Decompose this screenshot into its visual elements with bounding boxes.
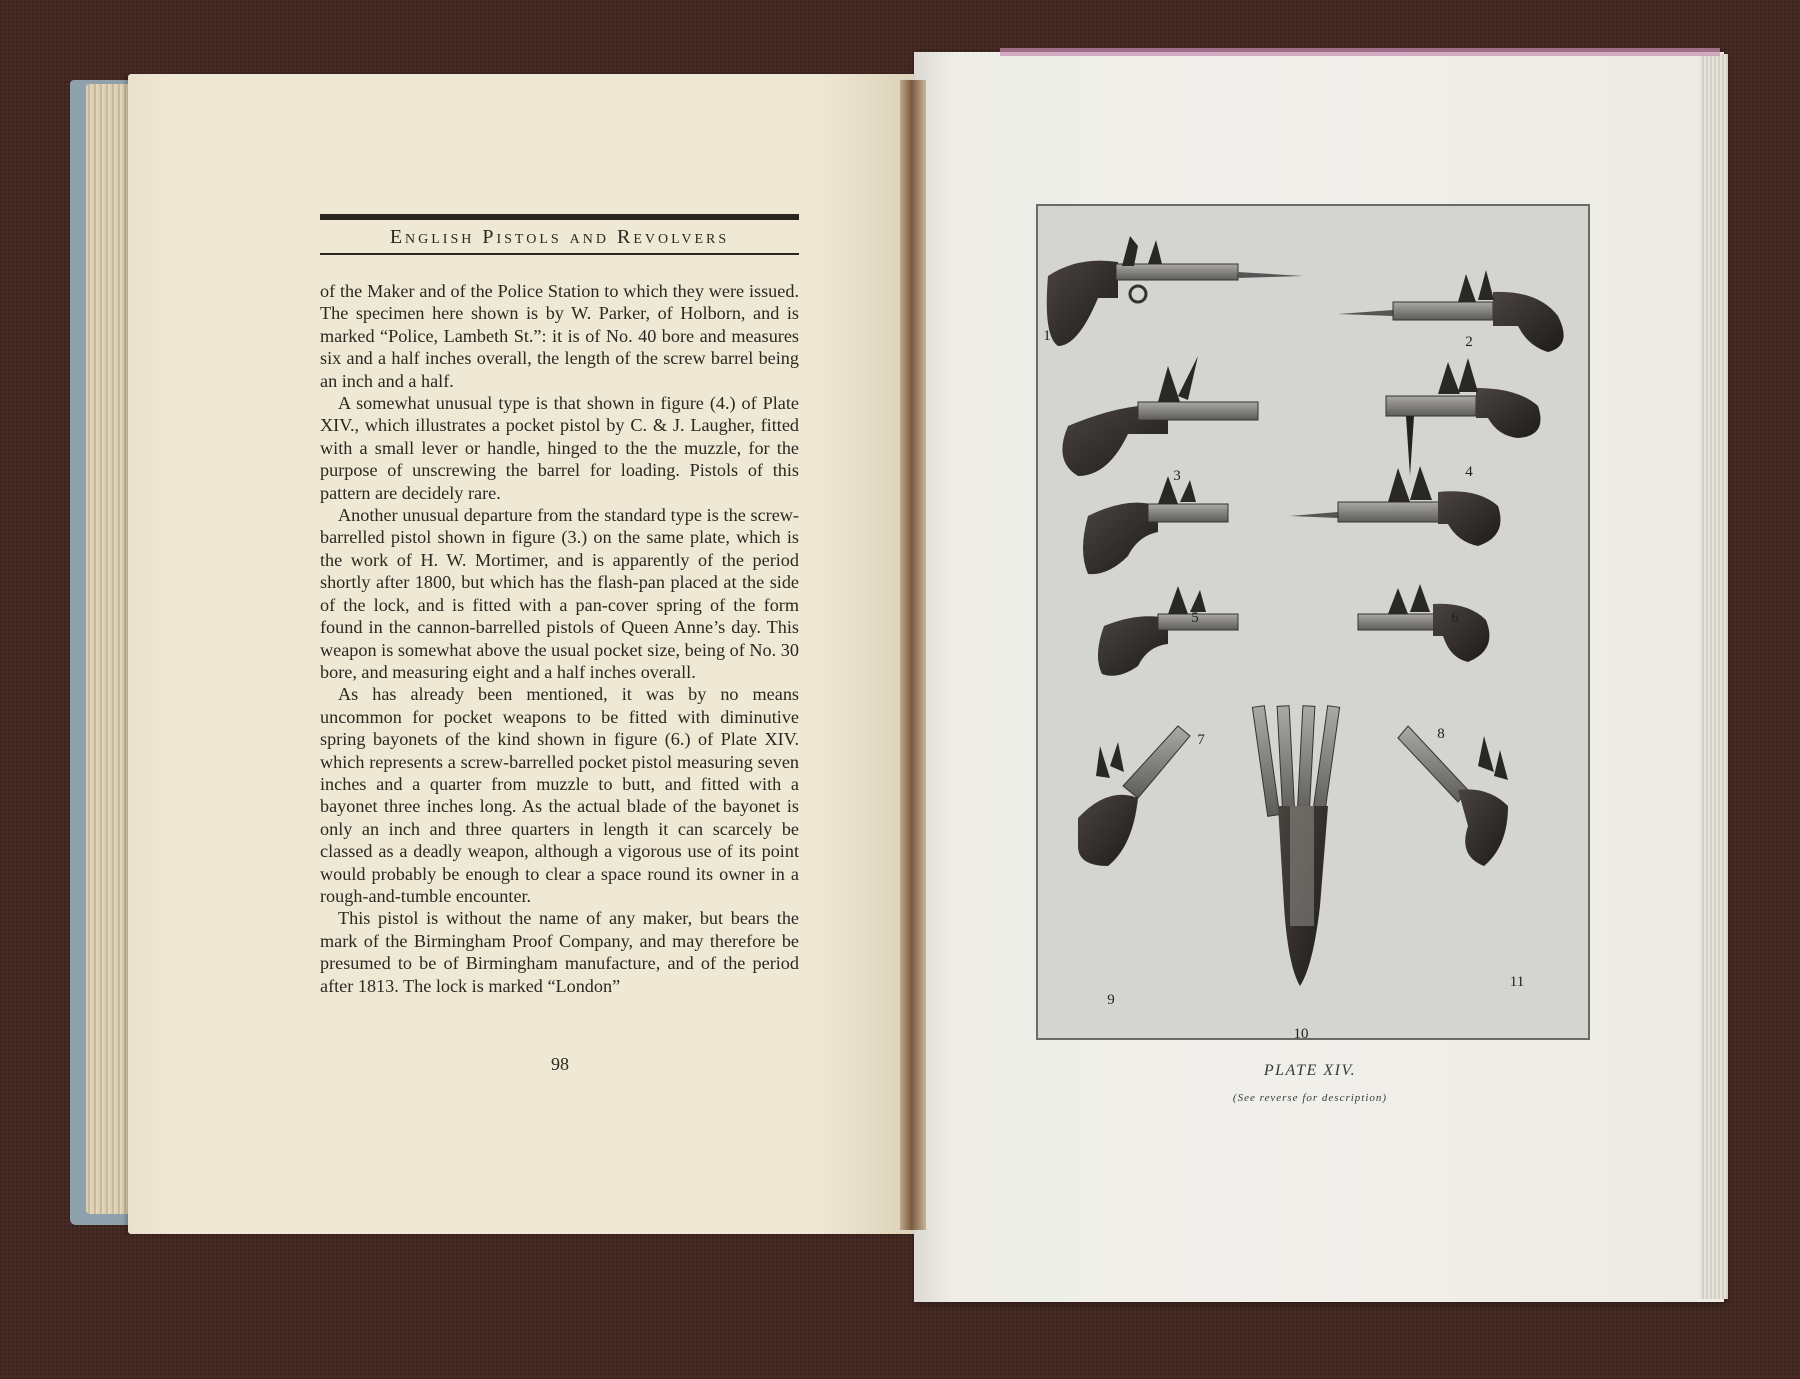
figure-number: 5 <box>1191 610 1199 626</box>
pistol-figure-9 <box>1078 726 1190 866</box>
figure-number: 11 <box>1509 974 1525 990</box>
paragraph: Another unusual departure from the standard type is the screw-barrelled pistol shown in figure (3.) on the same plate, which is the work of H. W. Mortimer, and is apparently of the period shortly after 1800, but which has the flash-pan placed at the side of the lock, and is fitted with a pan-cover spring of the form found in the cannon-barrelled pistols of Queen Anne’s day. This weapon is somewhat above the usual pocket size, being of No. 30 bore, and measuring eight and a half inches overall. <box>320 505 799 682</box>
running-head: English Pistols and Revolvers <box>389 226 730 248</box>
running-head-rule-bottom <box>320 253 799 255</box>
plate-title: PLATE XIV. <box>1263 1062 1357 1079</box>
running-head-rule-top <box>320 214 799 220</box>
paragraph: This pistol is without the name of any maker, but bears the mark of the Birmingham Proof Company, and may therefore be presumed to be of Birmingham manufacture, and of the period after 1813. The lock is marked “London” <box>320 908 799 996</box>
paragraph: of the Maker and of the Police Station to which they were issued. The specimen here shown is by W. Parker, of Holborn, and is marked “Police, Lambeth St.”: it is of No. 40 bore and measures six and a half inches overall, the length of the screw barrel being an inch and a half. <box>320 281 799 391</box>
paragraph: A somewhat unusual type is that shown in figure (4.) of Plate XIV., which illustrates a pocket pistol by C. & J. Laugher, fitted with a small lever or handle, hinged to the the muzzle, for the purpose of unscrewing the barrel for loading. Pistols of this pattern are decidely rare. <box>320 393 799 503</box>
plate-photograph <box>1036 204 1590 1040</box>
pistol-figure-10 <box>1252 706 1339 986</box>
plate-note: (See reverse for description) <box>1232 1092 1388 1104</box>
figure-number: 7 <box>1197 732 1205 748</box>
pistols-illustration <box>1038 206 1588 1038</box>
figure-number: 3 <box>1173 468 1181 484</box>
paragraph: As has already been mentioned, it was by no means uncommon for pocket weapons to be fitted with diminutive spring bayonets of the kind shown in figure (6.) of Plate XIV. which represents a screw-barrelled pocket pistol measuring seven inches and a quarter from muzzle to butt, and fitted with a bayonet three inches long. As the actual blade of the bayonet is only an inch and three quarters in length it can scarcely be classed as a deadly weapon, although a vigorous use of its point would probably be enough to clear a space round its owner in a rough-and-tumble encounter. <box>320 684 799 906</box>
figure-number: 2 <box>1465 334 1473 350</box>
pistol-figure-1 <box>1047 236 1303 346</box>
figure-number: 6 <box>1451 610 1459 626</box>
pistol-figure-2 <box>1338 270 1564 352</box>
pistol-figure-3 <box>1062 356 1258 476</box>
body-text <box>320 280 799 997</box>
figure-number: 9 <box>1107 992 1115 1008</box>
page-top-edge-stain <box>1000 48 1720 56</box>
page-edges-right <box>1700 54 1728 1299</box>
pistol-figure-11 <box>1398 726 1508 866</box>
page-number: 98 <box>551 1054 569 1074</box>
figure-number: 10 <box>1293 1026 1309 1042</box>
pistol-figure-7 <box>1098 586 1238 676</box>
book-gutter <box>900 80 926 1230</box>
figure-number: 1 <box>1043 328 1051 344</box>
pistol-figure-5 <box>1083 476 1228 574</box>
figure-number: 8 <box>1437 726 1445 742</box>
pistol-figure-4 <box>1386 358 1541 476</box>
figure-number: 4 <box>1465 464 1473 480</box>
